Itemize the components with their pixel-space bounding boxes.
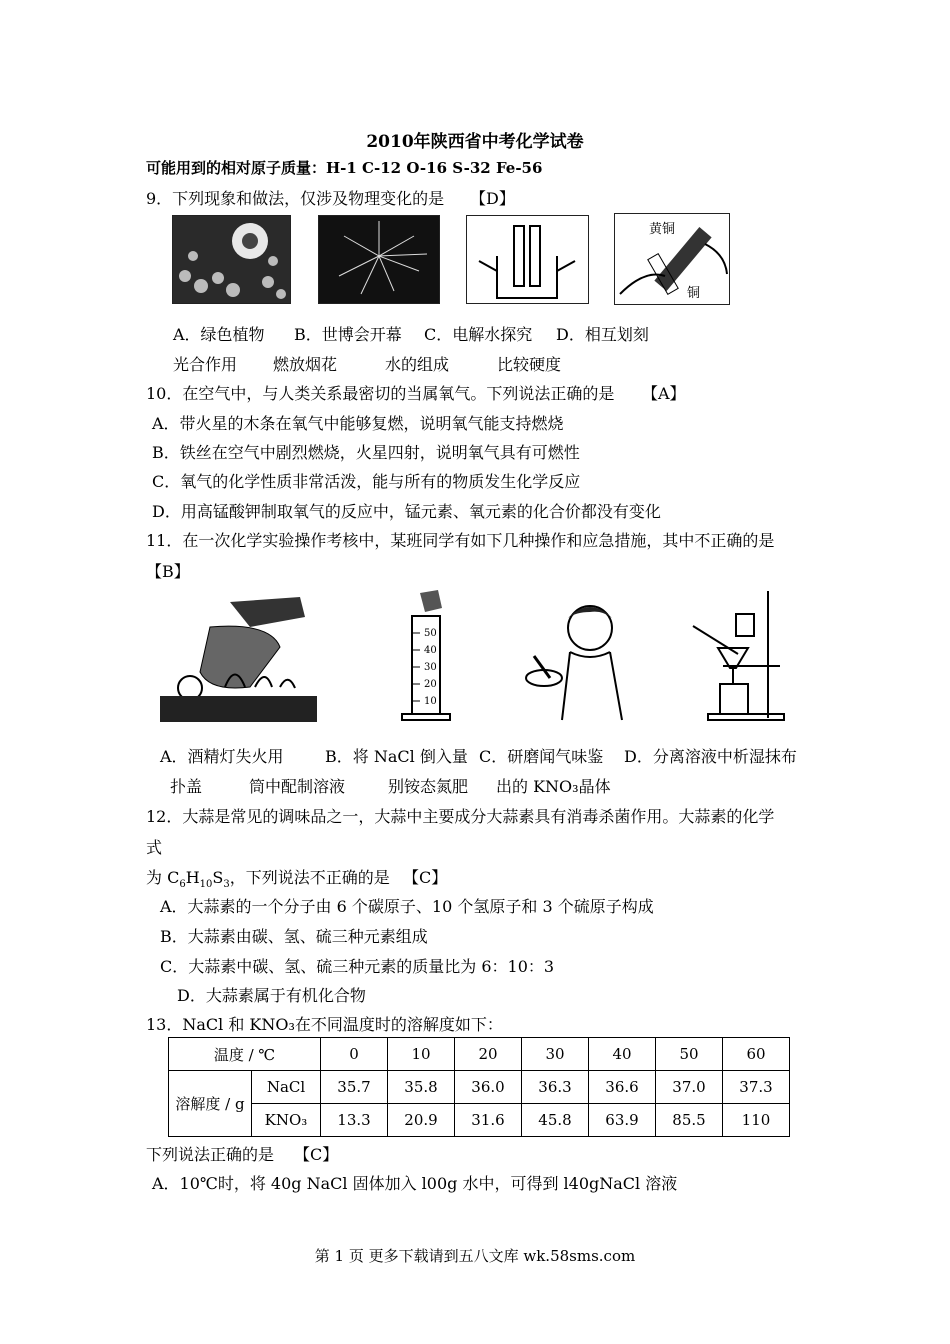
q12-stem-pre: 为 C: [146, 868, 180, 887]
q13-answer: 【C】: [294, 1145, 339, 1164]
temp-cell: 10: [388, 1038, 455, 1071]
q12-answer: 【C】: [403, 868, 448, 887]
table-cell: 35.7: [321, 1071, 388, 1104]
table-cell: 110: [723, 1104, 790, 1137]
tick-30: 30: [424, 662, 437, 673]
q9-answer: 【D】: [470, 189, 515, 208]
q9-stem: 9．下列现象和做法，仅涉及物理变化的是: [146, 189, 445, 208]
q10-option-a: A．带火星的木条在氧气中能够复燃，说明氧气能支持燃烧: [152, 414, 564, 433]
q12-option-c: C．大蒜素中碳、氢、硫三种元素的质量比为 6：10：3: [160, 957, 555, 976]
table-cell: 45.8: [522, 1104, 589, 1137]
q10-option-b: B．铁丝在空气中剧烈燃烧，火星四射，说明氧气具有可燃性: [152, 443, 580, 462]
temp-cell: 40: [589, 1038, 656, 1071]
hydrogen-symbol: H: [185, 868, 200, 887]
table-cell: 37.3: [723, 1071, 790, 1104]
q11-option-c-line2: 别铵态氮肥: [388, 777, 469, 796]
q12-stem-line2: 式: [146, 838, 163, 857]
scratch-test-image: [614, 213, 730, 305]
q9-option-d-line2: 比较硬度: [497, 355, 562, 374]
table-cell: 36.6: [589, 1071, 656, 1104]
row-name: KNO₃: [252, 1104, 321, 1137]
q12-option-d: D．大蒜素属于有机化合物: [177, 986, 366, 1005]
table-cell: 63.9: [589, 1104, 656, 1137]
brass-label: 黄铜: [649, 222, 676, 237]
q13-after: 下列说法正确的是: [146, 1145, 275, 1164]
q9-option-b: B．世博会开幕: [294, 325, 402, 344]
q13-option-a: A．10℃时，将 40g NaCl 固体加入 l00g 水中，可得到 l40gNaCl 溶液: [152, 1174, 678, 1193]
q11-answer: 【B】: [146, 562, 190, 581]
q11-option-b-line2: 筒中配制溶液: [249, 777, 346, 796]
q12-stem-line1: 12．大蒜是常见的调味品之一，大蒜中主要成分大蒜素具有消毒杀菌作用。大蒜素的化学: [146, 807, 775, 826]
q9-option-d: D．相互划刻: [556, 325, 649, 344]
table-cell: 20.9: [388, 1104, 455, 1137]
temp-cell: 50: [656, 1038, 723, 1071]
table-cell: 13.3: [321, 1104, 388, 1137]
table-header-row: [169, 1038, 790, 1071]
temp-cell: 0: [321, 1038, 388, 1071]
q11-option-d: D．分离溶液中析湿抹布: [624, 747, 797, 766]
q12-option-a: A．大蒜素的一个分子由 6 个碳原子、10 个氢原子和 3 个硫原子构成: [160, 897, 654, 916]
page-footer: 第 1 页 更多下载请到五八文库 wk.58sms.com: [314, 1247, 636, 1265]
table-cell: 37.0: [656, 1071, 723, 1104]
sulfur-symbol: S: [212, 868, 224, 887]
table-cell: 36.0: [455, 1071, 522, 1104]
sunflower-image: [172, 215, 291, 304]
q9-option-a-line2: 光合作用: [173, 355, 238, 374]
q9-option-a: A．绿色植物: [173, 325, 265, 344]
temp-header: 温度 / ℃: [169, 1038, 321, 1071]
q12-option-b: B．大蒜素由碳、氢、硫三种元素组成: [160, 927, 428, 946]
q10-answer: 【A】: [642, 384, 686, 403]
q11-option-d-line2: 出的 KNO₃晶体: [496, 777, 611, 796]
row-name: NaCl: [252, 1071, 321, 1104]
solubility-label: 溶解度 / g: [169, 1071, 252, 1137]
atomic-masses: 可能用到的相对原子质量：H-1 C-12 O-16 S-32 Fe-56: [146, 159, 543, 177]
electrolysis-image: [466, 215, 589, 304]
q11-stem: 11．在一次化学实验操作考核中，某班同学有如下几种操作和应急措施，其中不正确的是: [146, 531, 775, 550]
q11-option-a: A．酒精灯失火用: [160, 747, 284, 766]
q11-option-b: B．将 NaCl 倒入量: [325, 747, 468, 766]
filtration-image: [688, 586, 788, 722]
q12-formula-line: [146, 865, 390, 890]
q11-option-c: C．研磨闻气味鉴: [479, 747, 604, 766]
table-cell: 85.5: [656, 1104, 723, 1137]
q13-stem: 13．NaCl 和 KNO₃在不同温度时的溶解度如下：: [146, 1015, 503, 1034]
graduated-cylinder-image: [390, 588, 460, 722]
table-cell: 35.8: [388, 1071, 455, 1104]
table-row: [169, 1104, 790, 1137]
boy-grinding-image: [512, 596, 638, 722]
temp-cell: 60: [723, 1038, 790, 1071]
temp-cell: 30: [522, 1038, 589, 1071]
q9-option-c: C．电解水探究: [424, 325, 533, 344]
q11-option-a-line2: 扑盖: [170, 777, 203, 796]
tick-50: 50: [424, 628, 437, 639]
hydrogen-count: 10: [199, 879, 213, 891]
table-cell: 31.6: [455, 1104, 522, 1137]
q9-option-c-line2: 水的组成: [385, 355, 450, 374]
table-row: [169, 1071, 790, 1104]
temp-cell: 20: [455, 1038, 522, 1071]
copper-label: 铜: [687, 286, 701, 301]
solubility-table: [168, 1037, 790, 1137]
q9-option-b-line2: 燃放烟花: [273, 355, 338, 374]
q10-option-c: C．氧气的化学性质非常活泼，能与所有的物质发生化学反应: [152, 472, 581, 491]
q10-stem: 10．在空气中，与人类关系最密切的当属氧气。下列说法正确的是: [146, 384, 615, 403]
tick-40: 40: [424, 645, 437, 656]
q12-stem-post: ，下列说法不正确的是: [229, 868, 390, 887]
page-title: 2010年陕西省中考化学试卷: [366, 132, 584, 152]
tick-20: 20: [424, 679, 437, 690]
tick-10: 10: [424, 696, 437, 707]
fireworks-image: [318, 215, 440, 304]
carbon-count: 6: [179, 879, 186, 891]
table-cell: 36.3: [522, 1071, 589, 1104]
q10-option-d: D．用高锰酸钾制取氧气的反应中，锰元素、氧元素的化合价都没有变化: [152, 502, 661, 521]
alcohol-lamp-fire-image: [160, 592, 317, 722]
sulfur-count: 3: [223, 879, 230, 891]
